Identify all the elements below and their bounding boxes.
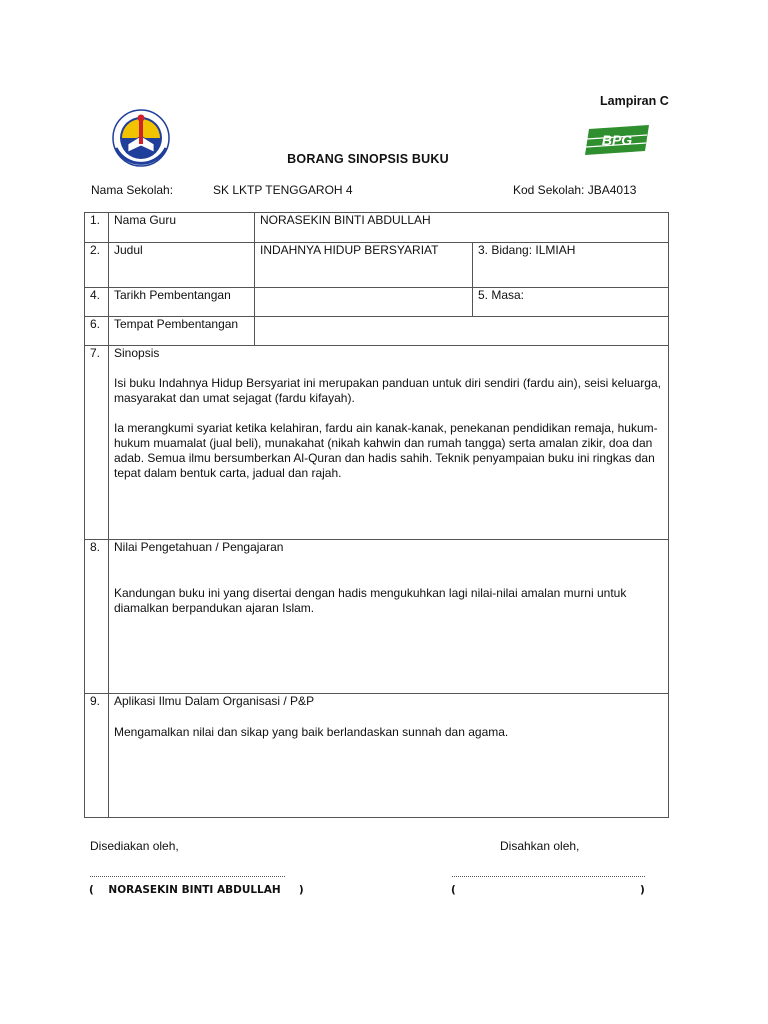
row-number: 4.	[85, 288, 109, 317]
synopsis-paragraph-1: Isi buku Indahnya Hidup Bersyariat ini merupakan panduan untuk diri sendiri (fardu ain), seisi keluarga, masyarakat dan umat sejagat (fardu kifayah).	[114, 376, 661, 405]
table-row-venue	[85, 317, 669, 346]
row-number: 7.	[85, 346, 109, 540]
book-title-label: Judul	[109, 243, 255, 288]
application-cell	[109, 694, 669, 818]
row-number: 2.	[85, 243, 109, 288]
row-number: 9.	[85, 694, 109, 818]
form-title	[0, 152, 768, 166]
presentation-time-label: 5. Masa:	[473, 288, 669, 317]
teacher-name-label: Nama Guru	[109, 213, 255, 243]
verified-signature-line	[452, 868, 645, 877]
synopsis-cell	[109, 346, 669, 540]
verified-by-label: Disahkan oleh,	[500, 839, 580, 853]
values-label: Nilai Pengetahuan / Pengajaran	[114, 540, 284, 554]
synopsis-paragraph-2: Ia merangkumi syariat ketika kelahiran, fardu ain kanak-kanak, penekanan pendidikan remaja, hukum-hukum muamalat (jual beli), munakahat (nikah kahwin dan rumah tangga) serta amalan zikir, doa dan adab. Semua ilmu bersumberkan Al-Quran dan hadis sahih. Teknik penyampaian buku ini ringkas dan tepat dalam bentuk carta, jadual dan rajah.	[114, 421, 658, 480]
prepared-by-name: ( NORASEKIN BINTI ABDULLAH )	[89, 884, 304, 896]
application-label: Aplikasi Ilmu Dalam Organisasi / P&P	[114, 694, 315, 708]
row-number: 8.	[85, 540, 109, 694]
table-row-date	[85, 288, 669, 317]
school-name-label: Nama Sekolah:	[91, 183, 174, 197]
teacher-name-value: NORASEKIN BINTI ABDULLAH	[255, 213, 669, 243]
prepared-signature-line	[90, 868, 285, 877]
lampiran-label: Lampiran C	[600, 94, 669, 108]
book-title-value: INDAHNYA HIDUP BERSYARIAT	[255, 243, 473, 288]
table-row-title	[85, 243, 669, 288]
row-number: 1.	[85, 213, 109, 243]
form-title-text: BORANG SINOPSIS BUKU	[287, 152, 449, 166]
application-paragraph: Mengamalkan nilai dan sikap yang baik berlandaskan sunnah dan agama.	[114, 725, 509, 739]
school-code: Kod Sekolah: JBA4013	[513, 183, 637, 197]
school-name-value: SK LKTP TENGGAROH 4	[213, 183, 353, 197]
presentation-venue-label: Tempat Pembentangan	[109, 317, 255, 346]
table-row-synopsis	[85, 346, 669, 540]
presentation-venue-value	[255, 317, 669, 346]
values-paragraph: Kandungan buku ini yang disertai dengan hadis mengukuhkan lagi nilai-nilai amalan murni untuk diamalkan berpandukan ajaran Islam.	[114, 586, 627, 615]
presentation-date-value	[255, 288, 473, 317]
verified-name-close-paren: )	[640, 884, 645, 896]
field-value: 3. Bidang: ILMIAH	[473, 243, 669, 288]
table-row-values	[85, 540, 669, 694]
table-row-teacher	[85, 213, 669, 243]
row-number: 6.	[85, 317, 109, 346]
values-cell	[109, 540, 669, 694]
bpg-logo-text: BPG	[601, 132, 633, 148]
presentation-date-label: Tarikh Pembentangan	[109, 288, 255, 317]
prepared-by-label: Disediakan oleh,	[90, 839, 179, 853]
verified-name-open-paren: (	[451, 884, 456, 896]
table-row-application	[85, 694, 669, 818]
synopsis-form-table	[84, 212, 669, 818]
synopsis-label: Sinopsis	[114, 346, 160, 360]
